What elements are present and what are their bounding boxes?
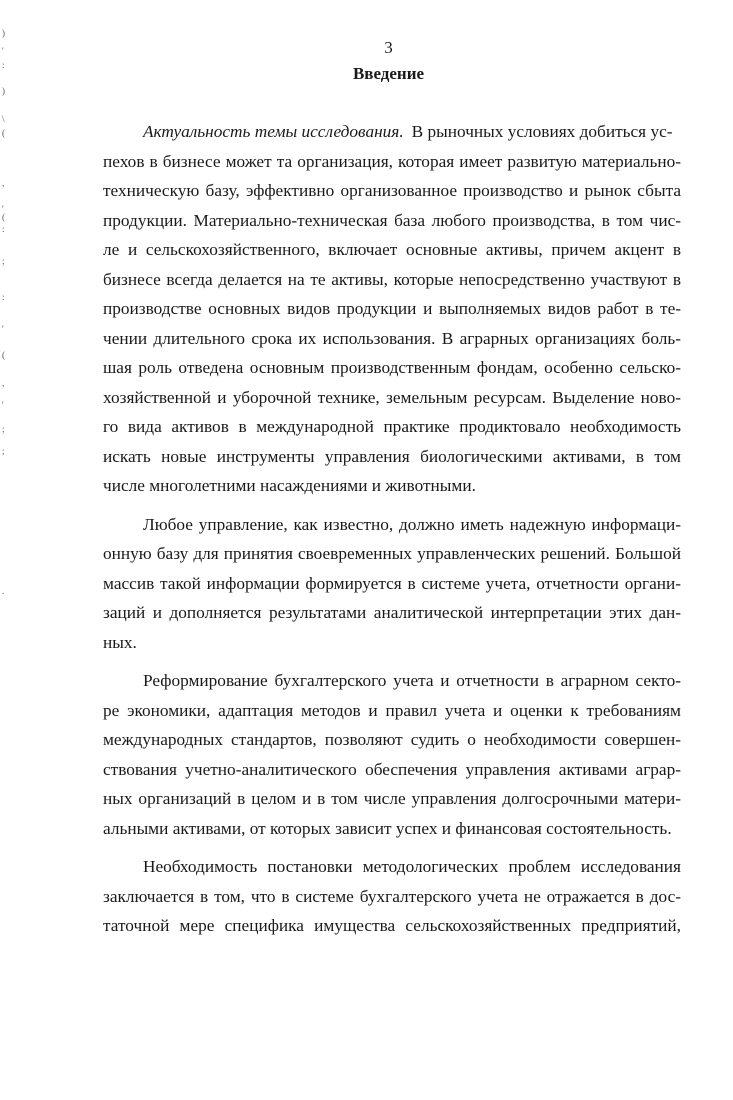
- text-line: [103, 598, 681, 628]
- text-line: [103, 852, 681, 882]
- text-line: [103, 666, 681, 696]
- text-span: пехов в бизнесе может та организация, которая имеет развитую материально-: [103, 151, 681, 171]
- text-span: ных организаций в целом и в том числе управления долгосрочными матери-: [103, 789, 681, 808]
- text-line: [103, 814, 681, 844]
- text-line: [103, 442, 681, 472]
- text-span: хозяйственной и уборочной технике, земельным ресурсам. Выделение ново-: [103, 387, 681, 407]
- paragraph-information-base: [103, 510, 681, 658]
- text-line: [103, 696, 681, 726]
- text-span: продукции. Материально-техническая база любого производства, в том чис-: [103, 210, 681, 230]
- text-line: [103, 725, 681, 755]
- text-line: [103, 294, 681, 324]
- text-line: [103, 412, 681, 442]
- page-number: 3: [384, 38, 393, 57]
- text-span: ных.: [103, 632, 137, 652]
- text-line: [103, 265, 681, 295]
- text-line: [103, 911, 681, 941]
- text-span: искать новые инструменты управления биологическими активами, в том: [103, 446, 681, 466]
- text-span: международных стандартов, позволяют судить о необходимости совершен-: [103, 730, 681, 749]
- text-line: [103, 176, 681, 206]
- text-span: массив такой информации формируется в системе учета, отчетности органи-: [103, 573, 681, 593]
- text-line: [103, 206, 681, 236]
- text-span: Реформирование бухгалтерского учета и отчетности в аграрном секто-: [143, 671, 681, 690]
- text-span: шая роль отведена основным производственным фондам, особенно сельско-: [103, 358, 681, 377]
- text-line: [103, 539, 681, 569]
- text-line: [103, 147, 681, 177]
- text-line: [103, 510, 681, 540]
- text-line: [103, 755, 681, 785]
- text-span: онную базу для принятия своевременных управленческих решений. Большой: [103, 544, 681, 563]
- text-span: альными активами, от которых зависит успех и финансовая состоятельность.: [103, 818, 672, 838]
- text-span: техническую базу, эффективно организованное производство и рынок сбыта: [103, 181, 681, 200]
- paragraph-methodology: [103, 852, 681, 941]
- text-span: ле и сельскохозяйственного, включает основные активы, причем акцент в: [103, 240, 681, 259]
- text-span: таточной мере специфика имущества сельскохозяйственных предприятий,: [103, 916, 681, 935]
- text-line: [103, 324, 681, 354]
- text-line: [103, 117, 681, 147]
- paragraph-reform: [103, 666, 681, 843]
- text-span: го вида активов в международной практике продиктовало необходимость: [103, 417, 681, 436]
- text-span: ствования учетно-аналитического обеспечения управления активами аграр-: [103, 759, 681, 779]
- text-line: [103, 471, 681, 501]
- text-line: [103, 784, 681, 814]
- text-span: производстве основных видов продукции и выполняемых видов работ в те-: [103, 299, 681, 318]
- text-span: числе многолетними насаждениями и животными.: [103, 476, 476, 495]
- section-heading: Введение: [352, 64, 425, 83]
- text-span: В рыночных условиях добиться ус-: [411, 122, 673, 141]
- text-span: Любое управление, как известно, должно иметь надежную информаци-: [143, 514, 681, 534]
- text-span: чении длительного срока их использования. В аграрных организациях боль-: [103, 328, 681, 348]
- relevance-label: Актуальность темы исследования.: [143, 122, 404, 141]
- text-line: [103, 383, 681, 413]
- body-text: [103, 117, 681, 941]
- text-span: заций и дополняется результатами аналитической интерпретации этих дан-: [103, 603, 681, 622]
- text-span: ре экономики, адаптация методов и правил учета и оценки к требованиям: [103, 700, 681, 720]
- text-line: [103, 882, 681, 912]
- text-span: бизнесе всегда делается на те активы, которые непосредственно участвуют в: [103, 269, 681, 289]
- paragraph-relevance: [103, 117, 681, 501]
- text-line: [103, 628, 681, 658]
- text-span: заключается в том, что в системе бухгалтерского учета не отражается в дос-: [103, 886, 681, 906]
- text-line: [103, 569, 681, 599]
- text-span: Необходимость постановки методологических проблем исследования: [143, 857, 681, 876]
- text-line: [103, 235, 681, 265]
- text-line: [103, 353, 681, 383]
